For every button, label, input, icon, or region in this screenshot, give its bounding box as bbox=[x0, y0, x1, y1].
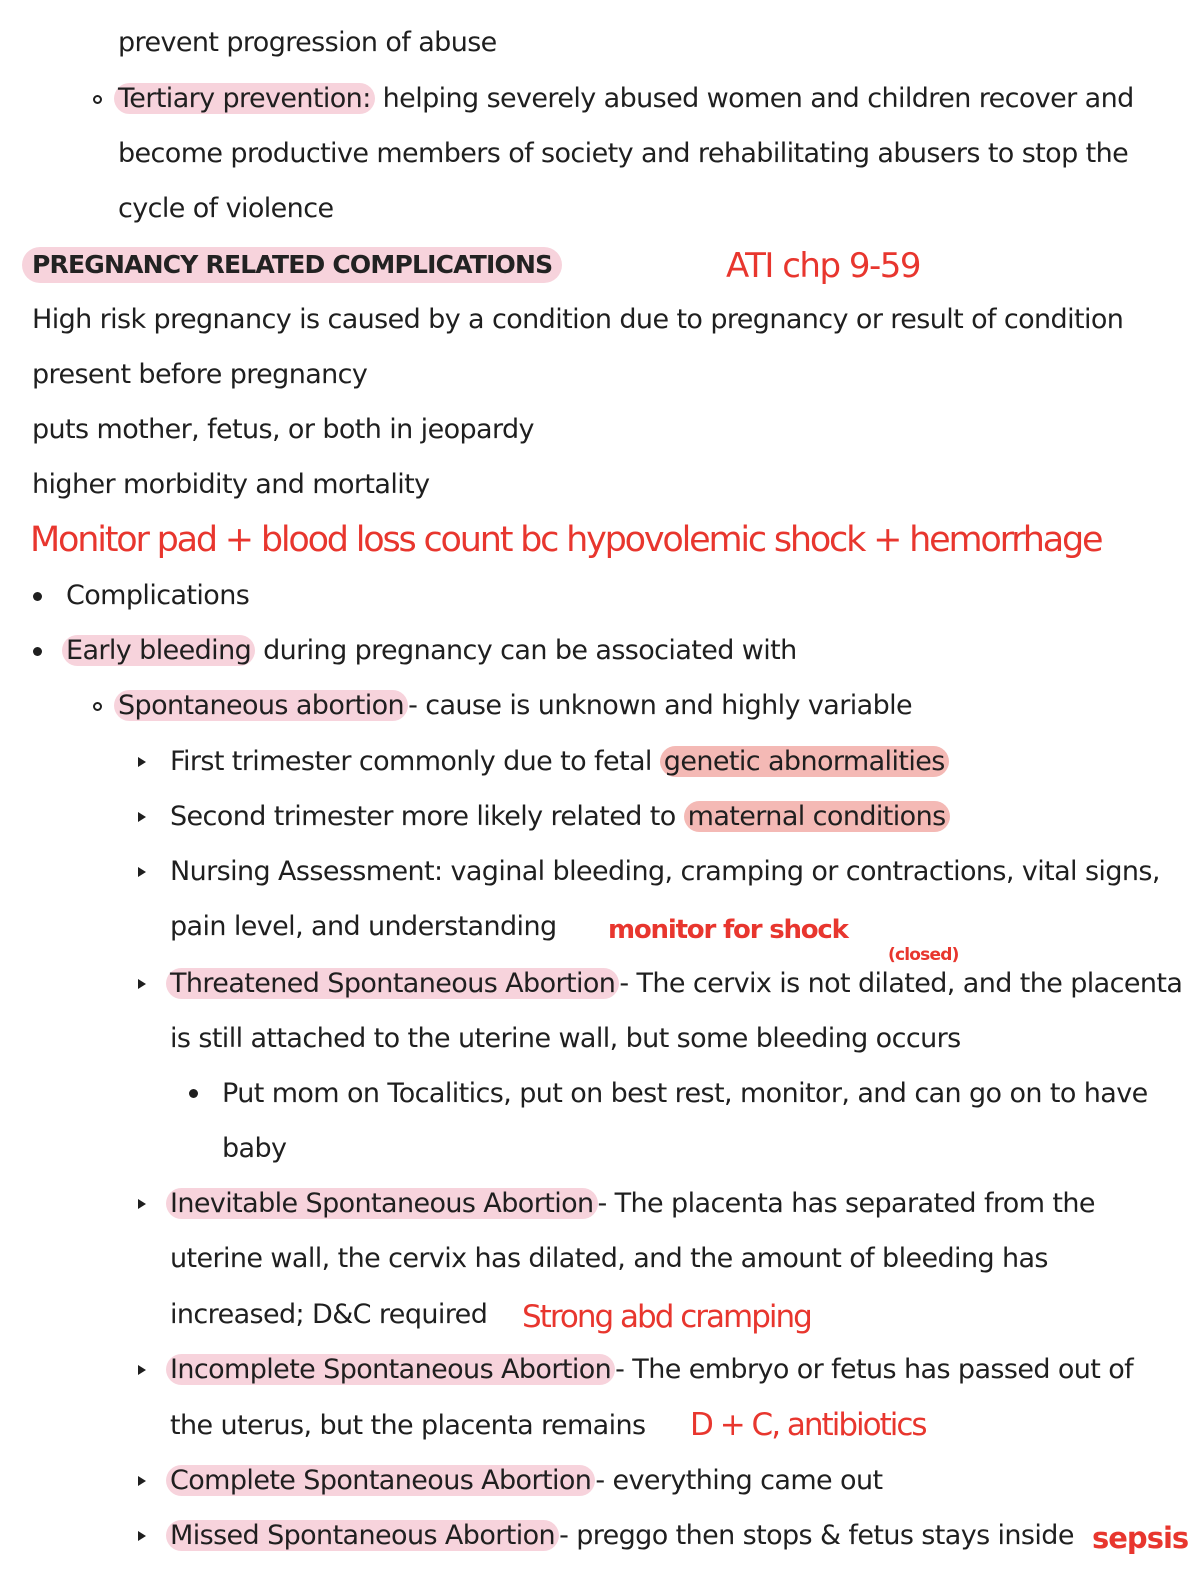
highlighted-term: Early bleeding bbox=[62, 635, 255, 666]
highlighted-term: genetic abnormalities bbox=[660, 746, 949, 777]
line-text: present before pregnancy bbox=[32, 359, 368, 390]
highlighted-term: Complete Spontaneous Abortion bbox=[166, 1465, 595, 1496]
highlighted-term: maternal conditions bbox=[684, 801, 950, 832]
line-text: Put mom on Tocalitics, put on best rest, monitor, and can go on to have bbox=[222, 1078, 1148, 1109]
text-line bbox=[118, 81, 1134, 117]
section-heading: PREGNANCY RELATED COMPLICATIONS bbox=[22, 247, 562, 283]
handwritten-note: Monitor pad + blood loss count bc hypovolemic shock + hemorrhage bbox=[30, 520, 1102, 560]
highlighted-term: Threatened Spontaneous Abortion bbox=[166, 968, 619, 999]
list-item bbox=[170, 854, 1160, 890]
handwritten-note: sepsis bbox=[1092, 1521, 1189, 1555]
text-line bbox=[170, 1408, 645, 1444]
highlighted-term: Missed Spontaneous Abortion bbox=[166, 1520, 559, 1551]
line-text: Second trimester more likely related to bbox=[170, 801, 684, 832]
line-text: baby bbox=[222, 1133, 287, 1164]
list-item bbox=[222, 1076, 1148, 1112]
text-line bbox=[32, 467, 430, 503]
line-text: - The placenta has separated from the bbox=[597, 1188, 1095, 1219]
arrow-bullet-icon bbox=[138, 1365, 146, 1375]
line-text: - everything came out bbox=[595, 1465, 883, 1496]
list-item bbox=[66, 633, 797, 669]
list-item bbox=[170, 744, 949, 780]
list-item bbox=[170, 1186, 1095, 1222]
line-text: cycle of violence bbox=[118, 193, 334, 224]
arrow-bullet-icon bbox=[138, 1199, 146, 1209]
handwritten-note: monitor for shock bbox=[608, 915, 848, 945]
list-item bbox=[118, 688, 912, 724]
text-line bbox=[222, 1131, 286, 1167]
highlighted-term: Spontaneous abortion bbox=[114, 690, 408, 721]
handwritten-note: ATI chp 9-59 bbox=[726, 246, 921, 286]
arrow-bullet-icon bbox=[138, 1476, 146, 1486]
arrow-bullet-icon bbox=[138, 1531, 146, 1541]
hollow-bullet-icon bbox=[93, 702, 102, 711]
line-text: is still attached to the uterine wall, but some bleeding occurs bbox=[170, 1023, 961, 1054]
list-item bbox=[170, 1463, 882, 1499]
text-line bbox=[118, 136, 1128, 172]
line-text: prevent progression of abuse bbox=[118, 27, 497, 58]
hollow-bullet-icon bbox=[93, 95, 102, 104]
list-item bbox=[170, 1352, 1133, 1388]
arrow-bullet-icon bbox=[138, 757, 146, 767]
bullet-icon bbox=[33, 647, 42, 656]
list-item bbox=[170, 966, 1182, 1002]
text-line bbox=[32, 357, 367, 393]
line-text: - cause is unknown and highly variable bbox=[408, 690, 913, 721]
text-line bbox=[32, 412, 534, 448]
line-text: High risk pregnancy is caused by a condition due to pregnancy or result of condition bbox=[32, 304, 1124, 335]
list-item bbox=[170, 1518, 1074, 1554]
bullet-icon bbox=[189, 1089, 198, 1098]
line-text: pain level, and understanding bbox=[170, 911, 557, 942]
text-line bbox=[170, 909, 557, 945]
arrow-bullet-icon bbox=[138, 867, 146, 877]
arrow-bullet-icon bbox=[138, 979, 146, 989]
text-line bbox=[118, 191, 333, 227]
line-text: become productive members of society and rehabilitating abusers to stop the bbox=[118, 138, 1129, 169]
highlighted-term: Inevitable Spontaneous Abortion bbox=[166, 1188, 598, 1219]
line-text: the uterus, but the placenta remains bbox=[170, 1410, 646, 1441]
handwritten-note: D + C, antibiotics bbox=[690, 1407, 926, 1443]
line-text: - preggo then stops & fetus stays inside bbox=[559, 1520, 1074, 1551]
line-text: Complications bbox=[66, 580, 250, 611]
bullet-icon bbox=[33, 592, 42, 601]
text-line bbox=[170, 1297, 487, 1333]
line-text: higher morbidity and mortality bbox=[32, 469, 430, 500]
line-text: during pregnancy can be associated with bbox=[255, 635, 797, 666]
highlighted-term: Tertiary prevention: bbox=[114, 83, 375, 114]
arrow-bullet-icon bbox=[138, 812, 146, 822]
line-text: uterine wall, the cervix has dilated, and the amount of bleeding has bbox=[170, 1243, 1048, 1274]
text-line bbox=[170, 1241, 1048, 1277]
line-text: puts mother, fetus, or both in jeopardy bbox=[32, 414, 534, 445]
list-item bbox=[66, 578, 249, 614]
line-text: First trimester commonly due to fetal bbox=[170, 746, 660, 777]
line-text: increased; D&C required bbox=[170, 1299, 488, 1330]
text-line bbox=[170, 1021, 961, 1057]
line-text: Nursing Assessment: vaginal bleeding, cramping or contractions, vital signs, bbox=[170, 856, 1160, 887]
handwritten-note: (closed) bbox=[888, 945, 959, 965]
text-line bbox=[118, 25, 497, 61]
line-text: helping severely abused women and children recover and bbox=[374, 83, 1134, 114]
list-item bbox=[170, 799, 950, 835]
line-text: - The embryo or fetus has passed out of bbox=[615, 1354, 1134, 1385]
line-text: - The cervix is not dilated, and the placenta bbox=[619, 968, 1183, 999]
text-line bbox=[32, 302, 1123, 338]
handwritten-note: Strong abd cramping bbox=[522, 1299, 811, 1335]
highlighted-term: Incomplete Spontaneous Abortion bbox=[166, 1354, 615, 1385]
